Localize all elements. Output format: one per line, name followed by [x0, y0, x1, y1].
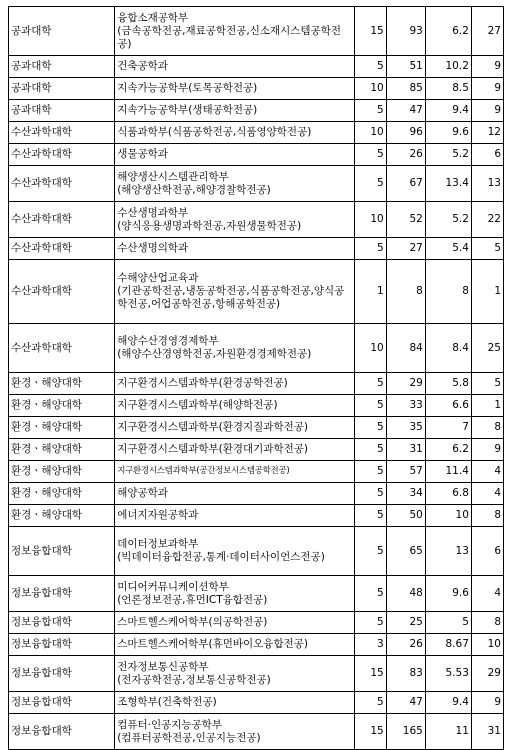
extra-cell: 8 — [471, 612, 503, 634]
competition-rate-cell: 5.53 — [425, 656, 471, 692]
table-row — [9, 439, 504, 461]
applicants-cell: 8 — [386, 260, 425, 324]
competition-rate-cell: 9.4 — [425, 100, 471, 122]
applicants-cell: 67 — [386, 166, 425, 202]
quota-cell: 5 — [354, 56, 386, 78]
competition-rate-cell: 9.6 — [425, 122, 471, 144]
department-cell: 지구환경시스템과학부(공간정보시스템공학전공) — [115, 461, 354, 483]
quota-cell: 5 — [354, 100, 386, 122]
applicants-cell: 50 — [386, 505, 425, 527]
competition-rate-cell: 5.8 — [425, 373, 471, 395]
extra-cell: 9 — [471, 692, 503, 714]
quota-cell: 3 — [354, 634, 386, 656]
quota-cell: 1 — [354, 260, 386, 324]
table-row — [9, 7, 504, 56]
quota-cell: 5 — [354, 692, 386, 714]
table-row — [9, 202, 504, 238]
extra-cell: 27 — [471, 7, 503, 56]
competition-rate-cell: 5 — [425, 612, 471, 634]
applicants-cell: 165 — [386, 714, 425, 750]
extra-cell: 6 — [471, 527, 503, 576]
table-row — [9, 634, 504, 656]
applicants-cell: 26 — [386, 634, 425, 656]
college-cell: 환경ㆍ해양대학 — [9, 417, 115, 439]
college-cell: 환경ㆍ해양대학 — [9, 483, 115, 505]
quota-cell: 5 — [354, 144, 386, 166]
applicants-cell: 29 — [386, 373, 425, 395]
department-cell: 수해양산업교육과 (기관공학전공,냉동공학전공,식품공학전공,양식공학전공,어업공학전공,항해공학전공) — [115, 260, 354, 324]
department-cell: 데이터정보과학부 (빅데이터융합전공,통계·데이터사이언스전공) — [115, 527, 354, 576]
extra-cell: 31 — [471, 714, 503, 750]
competition-rate-cell: 6.6 — [425, 395, 471, 417]
college-cell: 수산과학대학 — [9, 144, 115, 166]
quota-cell: 5 — [354, 395, 386, 417]
competition-rate-cell: 5.2 — [425, 144, 471, 166]
table-row — [9, 100, 504, 122]
competition-rate-cell: 8.67 — [425, 634, 471, 656]
extra-cell: 22 — [471, 202, 503, 238]
extra-cell: 10 — [471, 634, 503, 656]
applicants-cell: 26 — [386, 144, 425, 166]
department-cell: 지속가능공학부(토목공학전공) — [115, 78, 354, 100]
department-cell: 조형학부(건축학전공) — [115, 692, 354, 714]
competition-rate-cell: 10 — [425, 505, 471, 527]
applicants-cell: 85 — [386, 78, 425, 100]
competition-rate-cell: 11 — [425, 714, 471, 750]
table-row — [9, 714, 504, 750]
college-cell: 공과대학 — [9, 7, 115, 56]
quota-cell: 10 — [354, 324, 386, 373]
quota-cell: 10 — [354, 122, 386, 144]
table-row — [9, 324, 504, 373]
college-cell: 공과대학 — [9, 56, 115, 78]
extra-cell: 13 — [471, 166, 503, 202]
extra-cell: 1 — [471, 395, 503, 417]
department-cell: 생물공학과 — [115, 144, 354, 166]
competition-rate-cell: 11.4 — [425, 461, 471, 483]
college-cell: 정보융합대학 — [9, 612, 115, 634]
table-row — [9, 576, 504, 612]
table-row — [9, 417, 504, 439]
quota-cell: 5 — [354, 439, 386, 461]
competition-rate-cell: 9.6 — [425, 576, 471, 612]
extra-cell: 5 — [471, 238, 503, 260]
department-cell: 해양수산경영경제학부 (해양수산경영학전공,자원환경경제학전공) — [115, 324, 354, 373]
competition-rate-cell: 6.2 — [425, 439, 471, 461]
college-cell: 수산과학대학 — [9, 202, 115, 238]
college-cell: 정보융합대학 — [9, 527, 115, 576]
applicants-cell: 96 — [386, 122, 425, 144]
applicants-cell: 48 — [386, 576, 425, 612]
extra-cell: 4 — [471, 483, 503, 505]
department-cell: 전자정보통신공학부 (전자공학전공,정보통신공학전공) — [115, 656, 354, 692]
extra-cell: 9 — [471, 56, 503, 78]
applicants-cell: 25 — [386, 612, 425, 634]
competition-rate-cell: 13 — [425, 527, 471, 576]
applicants-cell: 31 — [386, 439, 425, 461]
department-cell: 건축공학과 — [115, 56, 354, 78]
applicants-cell: 47 — [386, 692, 425, 714]
table-row — [9, 612, 504, 634]
competition-rate-cell: 8 — [425, 260, 471, 324]
department-cell: 에너지자원공학과 — [115, 505, 354, 527]
table-row — [9, 260, 504, 324]
competition-rate-cell: 5.2 — [425, 202, 471, 238]
table-row — [9, 122, 504, 144]
extra-cell: 9 — [471, 78, 503, 100]
extra-cell: 9 — [471, 439, 503, 461]
competition-rate-cell: 7 — [425, 417, 471, 439]
extra-cell: 8 — [471, 417, 503, 439]
quota-cell: 15 — [354, 656, 386, 692]
competition-rate-cell: 6.8 — [425, 483, 471, 505]
competition-rate-cell: 6.2 — [425, 7, 471, 56]
department-cell: 스마트헬스케어학부(휴먼바이오융합전공) — [115, 634, 354, 656]
extra-cell: 29 — [471, 656, 503, 692]
college-cell: 정보융합대학 — [9, 714, 115, 750]
college-cell: 공과대학 — [9, 100, 115, 122]
applicants-cell: 33 — [386, 395, 425, 417]
quota-cell: 10 — [354, 202, 386, 238]
applicants-cell: 57 — [386, 461, 425, 483]
college-cell: 환경ㆍ해양대학 — [9, 439, 115, 461]
college-cell: 정보융합대학 — [9, 576, 115, 612]
college-cell: 환경ㆍ해양대학 — [9, 395, 115, 417]
quota-cell: 5 — [354, 505, 386, 527]
table-row — [9, 238, 504, 260]
quota-cell: 5 — [354, 461, 386, 483]
table-row — [9, 395, 504, 417]
department-cell: 수산생명의학과 — [115, 238, 354, 260]
department-cell: 해양생산시스템관리학부 (해양생산학전공,해양경찰학전공) — [115, 166, 354, 202]
table-row — [9, 56, 504, 78]
competition-rate-cell: 5.4 — [425, 238, 471, 260]
table-row — [9, 483, 504, 505]
table-row — [9, 527, 504, 576]
college-cell: 수산과학대학 — [9, 260, 115, 324]
quota-cell: 5 — [354, 483, 386, 505]
applicants-cell: 83 — [386, 656, 425, 692]
department-cell: 식품과학부(식품공학전공,식품영양학전공) — [115, 122, 354, 144]
extra-cell: 12 — [471, 122, 503, 144]
extra-cell: 1 — [471, 260, 503, 324]
competition-rate-cell: 13.4 — [425, 166, 471, 202]
quota-cell: 5 — [354, 612, 386, 634]
quota-cell: 5 — [354, 576, 386, 612]
quota-cell: 5 — [354, 373, 386, 395]
competition-rate-cell: 8.4 — [425, 324, 471, 373]
quota-cell: 5 — [354, 527, 386, 576]
college-cell: 수산과학대학 — [9, 324, 115, 373]
college-cell: 수산과학대학 — [9, 238, 115, 260]
college-cell: 수산과학대학 — [9, 122, 115, 144]
department-cell: 지구환경시스템과학부(해양학전공) — [115, 395, 354, 417]
quota-cell: 5 — [354, 166, 386, 202]
department-cell: 수산생명과학부 (양식응용생명과학전공,자원생물학전공) — [115, 202, 354, 238]
applicants-cell: 93 — [386, 7, 425, 56]
applicants-cell: 65 — [386, 527, 425, 576]
applicants-cell: 84 — [386, 324, 425, 373]
extra-cell: 9 — [471, 100, 503, 122]
admission-table — [8, 6, 504, 750]
applicants-cell: 51 — [386, 56, 425, 78]
table-body — [9, 7, 504, 750]
department-cell: 지구환경시스템과학부(환경대기과학전공) — [115, 439, 354, 461]
department-cell: 미디어커뮤니케이션학부 (언론정보전공,휴먼ICT융합전공) — [115, 576, 354, 612]
competition-rate-cell: 8.5 — [425, 78, 471, 100]
extra-cell: 5 — [471, 373, 503, 395]
table-row — [9, 78, 504, 100]
department-cell: 컴퓨터·인공지능공학부 (컴퓨터공학전공,인공지능전공) — [115, 714, 354, 750]
competition-rate-cell: 9.4 — [425, 692, 471, 714]
department-cell: 지속가능공학부(생태공학전공) — [115, 100, 354, 122]
applicants-cell: 27 — [386, 238, 425, 260]
table-row — [9, 373, 504, 395]
table-row — [9, 692, 504, 714]
table-row — [9, 461, 504, 483]
extra-cell: 4 — [471, 576, 503, 612]
table-row — [9, 166, 504, 202]
extra-cell: 8 — [471, 505, 503, 527]
competition-rate-cell: 10.2 — [425, 56, 471, 78]
college-cell: 정보융합대학 — [9, 656, 115, 692]
college-cell: 수산과학대학 — [9, 166, 115, 202]
college-cell: 환경ㆍ해양대학 — [9, 461, 115, 483]
table-row — [9, 144, 504, 166]
table-row — [9, 656, 504, 692]
department-cell: 해양공학과 — [115, 483, 354, 505]
applicants-cell: 34 — [386, 483, 425, 505]
quota-cell: 5 — [354, 417, 386, 439]
quota-cell: 10 — [354, 78, 386, 100]
department-cell: 지구환경시스템과학부(환경공학전공) — [115, 373, 354, 395]
college-cell: 환경ㆍ해양대학 — [9, 505, 115, 527]
applicants-cell: 35 — [386, 417, 425, 439]
extra-cell: 6 — [471, 144, 503, 166]
table-row — [9, 505, 504, 527]
extra-cell: 4 — [471, 461, 503, 483]
college-cell: 환경ㆍ해양대학 — [9, 373, 115, 395]
department-cell: 지구환경시스템과학부(환경지질과학전공) — [115, 417, 354, 439]
extra-cell: 25 — [471, 324, 503, 373]
department-cell: 융합소재공학부 (금속공학전공,재료공학전공,신소재시스템공학전공) — [115, 7, 354, 56]
college-cell: 정보융합대학 — [9, 634, 115, 656]
department-cell: 스마트헬스케어학부(의공학전공) — [115, 612, 354, 634]
applicants-cell: 47 — [386, 100, 425, 122]
college-cell: 정보융합대학 — [9, 692, 115, 714]
applicants-cell: 52 — [386, 202, 425, 238]
college-cell: 공과대학 — [9, 78, 115, 100]
quota-cell: 5 — [354, 238, 386, 260]
quota-cell: 15 — [354, 714, 386, 750]
quota-cell: 15 — [354, 7, 386, 56]
